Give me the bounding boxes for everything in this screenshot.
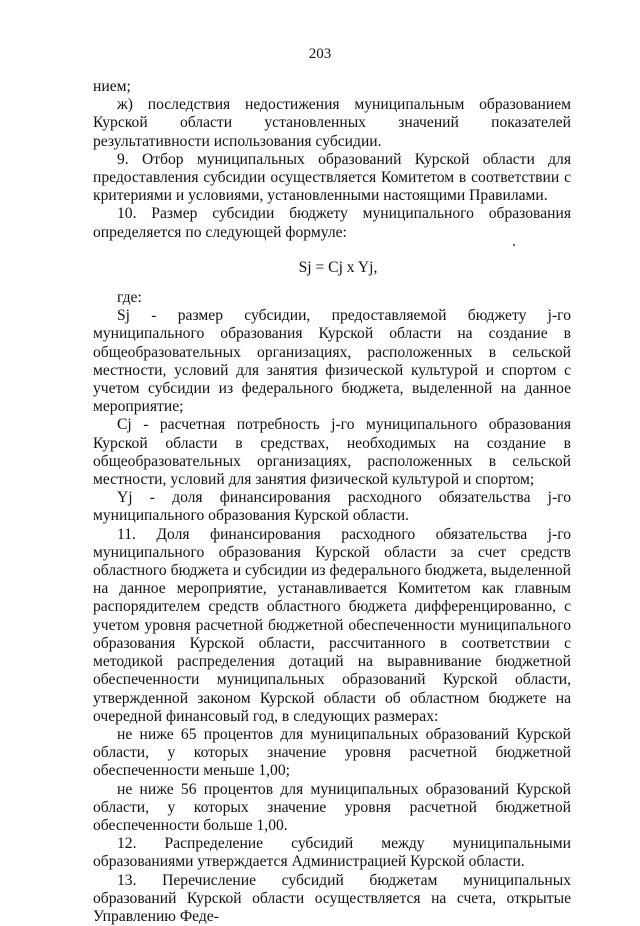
- list-item-65-percent: не ниже 65 процентов для муниципальных образований Курской области, у которых значение уровня расчетной бюджетной обеспеченности меньше 1,00;: [93, 725, 571, 780]
- paragraph-10: 10. Размер субсидии бюджету муниципального образования определяется по следующей формуле:: [93, 205, 571, 241]
- page-number: 203: [308, 46, 332, 62]
- formula: Sj = Cj x Yj,: [298, 258, 378, 276]
- document-body: [93, 78, 571, 926]
- definition-yj: Yj - доля финансирования расходного обязательства j-го муниципального образования Курской области.: [93, 489, 571, 525]
- definition-sj: Sj - размер субсидии, предоставляемой бюджету j-го муниципального образования Курской области на создание в общеобразовательных организациях, расположенных в сельской местности, условий для занятия физической культурой и спортом с учетом субсидии из федерального бюджета, выделенной на данное мероприятие;: [93, 307, 571, 416]
- paragraph-12: 12. Распределение субсидий между муниципальными образованиями утверждается Администрацией Курской области.: [93, 835, 571, 871]
- paragraph-13: 13. Перечисление субсидий бюджетам муниципальных образований Курской области осуществляется на счета, открытые Управлению Феде-: [93, 871, 571, 925]
- paragraph-where: где:: [117, 289, 142, 307]
- list-item-56-percent: не ниже 56 процентов для муниципальных образований Курской области, у которых значение уровня расчетной бюджетной обеспеченности больше 1,00.: [93, 780, 571, 834]
- paragraph-continuation: нием;: [93, 78, 131, 95]
- paragraph-item-zh: ж) последствия недостижения муниципальным образованием Курской области установленных значений показателей результативности использования субсидии.: [93, 96, 571, 150]
- paragraph-9: 9. Отбор муниципальных образований Курской области для предоставления субсидии осуществляется Комитетом в соответствии с критериями и условиями, установленными настоящими Правилами.: [93, 150, 571, 205]
- paragraph-11: 11. Доля финансирования расходного обязательства j-го муниципального образования Курской области за счет средств областного бюджета и субсидии из федерального бюджета, выделенной на данное мероприятие, устанавливается Комитетом как главным распорядителем средств областного бюджета дифференцированно, с учетом уровня расчетной бюджетной обеспеченности муниципального образования Курской области, рассчитанного в соответствии с методикой распределения дотаций на выравнивание бюджетной обеспеченности муниципальных образований Курской области, утвержденной законом Курской области об областном бюджете на очередной финансовый год, в следующих размерах:: [93, 525, 571, 725]
- definition-cj: Cj - расчетная потребность j-го муниципального образования Курской области в средствах, необходимых на создание в общеобразовательных организациях, расположенных в сельской местности, условий для занятия физической культурой и спортом;: [93, 416, 571, 489]
